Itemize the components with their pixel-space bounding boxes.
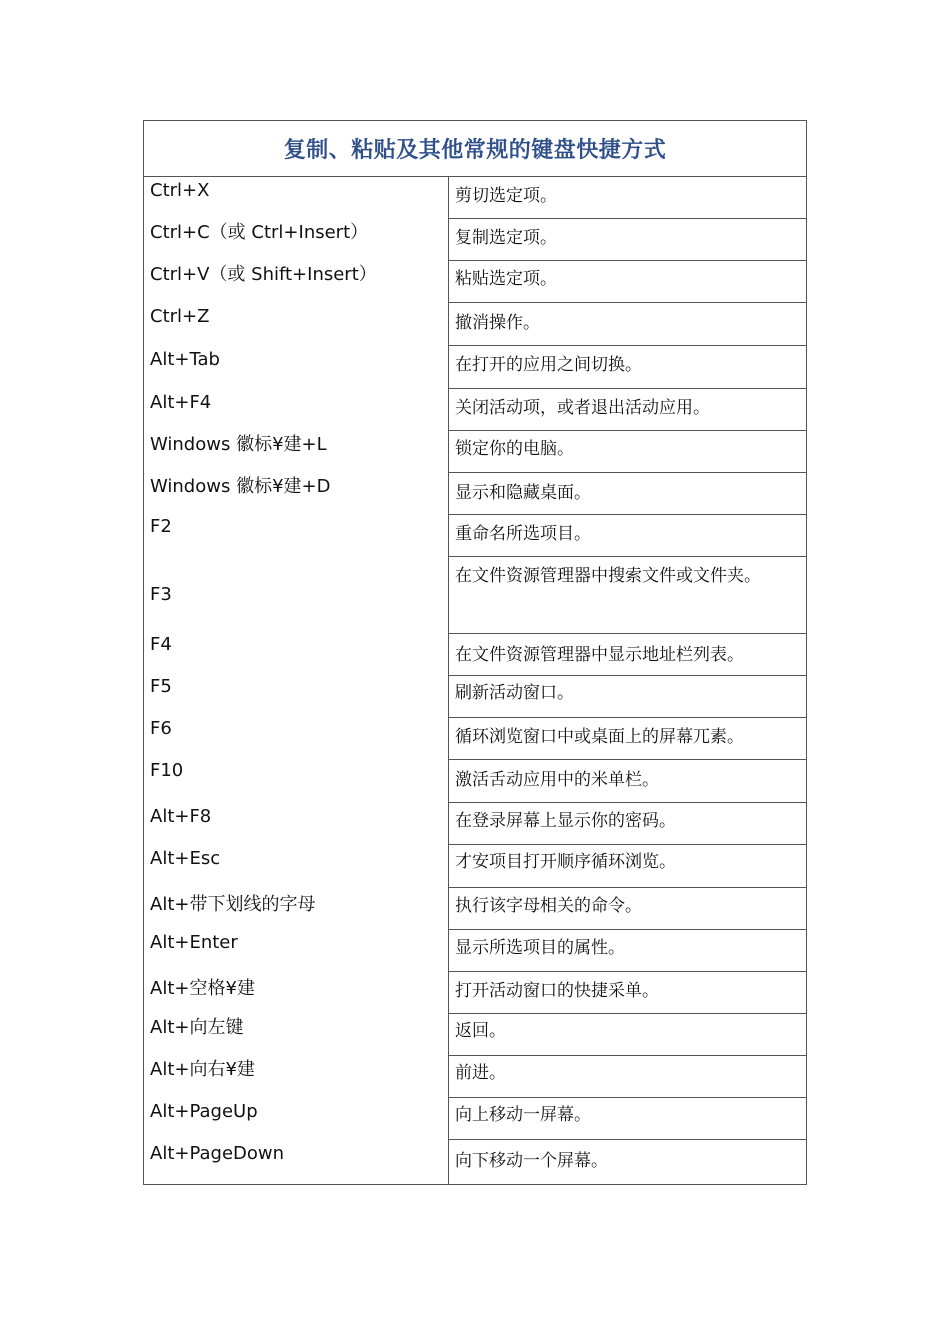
shortcut-description: 激活舌动应用中的米单栏。 bbox=[455, 770, 659, 790]
shortcut-description: 关闭活动项，或者退出活动应用。 bbox=[455, 398, 710, 418]
table-row bbox=[449, 557, 806, 634]
shortcut-description: 才安项目打开顺序循环浏览。 bbox=[455, 852, 676, 872]
shortcut-key: Alt+F4 bbox=[150, 392, 212, 413]
table-row bbox=[449, 177, 806, 219]
shortcut-key: Alt+Enter bbox=[150, 932, 238, 953]
shortcut-description: 打开活动窗口的快捷采单。 bbox=[455, 981, 659, 1001]
shortcut-description: 重命名所选项目。 bbox=[455, 524, 591, 544]
table-row bbox=[449, 219, 806, 261]
shortcut-description: 循环浏览窗口中或桌面上的屏幕兀素。 bbox=[455, 727, 744, 747]
shortcut-key: Alt+Tab bbox=[150, 349, 220, 370]
shortcut-key: Ctrl+V（或 Shift+Insert） bbox=[150, 264, 377, 285]
shortcut-description: 复制选定项。 bbox=[455, 228, 557, 248]
shortcut-key: Alt+Esc bbox=[150, 848, 221, 869]
shortcut-description: 撤消操作。 bbox=[455, 313, 540, 333]
key-column bbox=[144, 177, 449, 1184]
table-title: 复制、粘贴及其他常规的键盘快捷方式 bbox=[144, 121, 806, 177]
shortcut-key: Alt+空格¥建 bbox=[150, 978, 255, 999]
table-row bbox=[449, 431, 806, 473]
shortcut-description: 向上移动一屏幕。 bbox=[455, 1105, 591, 1125]
table-row bbox=[449, 718, 806, 760]
shortcut-key: F2 bbox=[150, 516, 172, 537]
shortcut-key: Ctrl+C（或 Ctrl+Insert） bbox=[150, 222, 369, 243]
shortcut-key: Alt+向左键 bbox=[150, 1017, 244, 1038]
table-row bbox=[449, 261, 806, 303]
table-body bbox=[144, 177, 806, 1184]
table-row bbox=[449, 303, 806, 346]
shortcut-description: 在文件资源管理器中显示地址栏列表。 bbox=[455, 645, 744, 665]
shortcut-key: Alt+带下划线的字母 bbox=[150, 894, 316, 915]
shortcut-description: 在打开的应用之间切换。 bbox=[455, 355, 642, 375]
shortcut-key: Alt+向右¥建 bbox=[150, 1059, 255, 1080]
shortcut-description: 执行该字母相关的命令。 bbox=[455, 896, 642, 916]
shortcut-description: 刷新活动窗口。 bbox=[455, 683, 574, 703]
shortcut-key: F4 bbox=[150, 634, 172, 655]
shortcut-description: 向下移动一个屏幕。 bbox=[455, 1151, 608, 1171]
shortcut-key: F6 bbox=[150, 718, 172, 739]
shortcut-key: F5 bbox=[150, 676, 172, 697]
table-row bbox=[449, 473, 806, 515]
table-row bbox=[449, 389, 806, 431]
table-row bbox=[449, 930, 806, 972]
table-row bbox=[449, 1014, 806, 1056]
table-row bbox=[449, 760, 806, 803]
table-row bbox=[449, 1140, 806, 1184]
table-row bbox=[449, 634, 806, 676]
table-row bbox=[449, 1056, 806, 1098]
shortcut-description: 在文件资源管理器中搜索文件或文件夹。 bbox=[455, 566, 761, 586]
table-row bbox=[449, 803, 806, 845]
shortcut-description: 粘贴选定项。 bbox=[455, 269, 557, 289]
shortcut-key: Alt+F8 bbox=[150, 806, 212, 827]
shortcut-key: Ctrl+X bbox=[150, 180, 210, 201]
shortcut-key: Alt+PageUp bbox=[150, 1101, 258, 1122]
shortcut-key: Windows 徽标¥建+D bbox=[150, 476, 331, 497]
shortcut-table bbox=[143, 120, 807, 1185]
shortcut-key: Windows 徽标¥建+L bbox=[150, 434, 327, 455]
shortcut-description: 返回。 bbox=[455, 1021, 506, 1041]
shortcut-description: 显示所选项目的属性。 bbox=[455, 938, 625, 958]
shortcut-description: 在登录屏幕上显示你的密码。 bbox=[455, 811, 676, 831]
table-row bbox=[449, 676, 806, 718]
shortcut-key: Ctrl+Z bbox=[150, 306, 210, 327]
shortcut-description: 剪切选定项。 bbox=[455, 186, 557, 206]
table-row bbox=[449, 346, 806, 389]
description-column bbox=[449, 177, 806, 1184]
shortcut-description: 显示和隐藏桌面。 bbox=[455, 483, 591, 503]
table-row bbox=[449, 845, 806, 888]
table-row bbox=[449, 972, 806, 1014]
shortcut-description: 前进。 bbox=[455, 1063, 506, 1083]
table-row bbox=[449, 515, 806, 557]
table-row bbox=[449, 1098, 806, 1140]
shortcut-key: Alt+PageDown bbox=[150, 1143, 285, 1164]
shortcut-description: 锁定你的电脑。 bbox=[455, 439, 574, 459]
shortcut-key: F3 bbox=[150, 584, 172, 605]
table-row bbox=[449, 888, 806, 930]
shortcut-key: F10 bbox=[150, 760, 184, 781]
